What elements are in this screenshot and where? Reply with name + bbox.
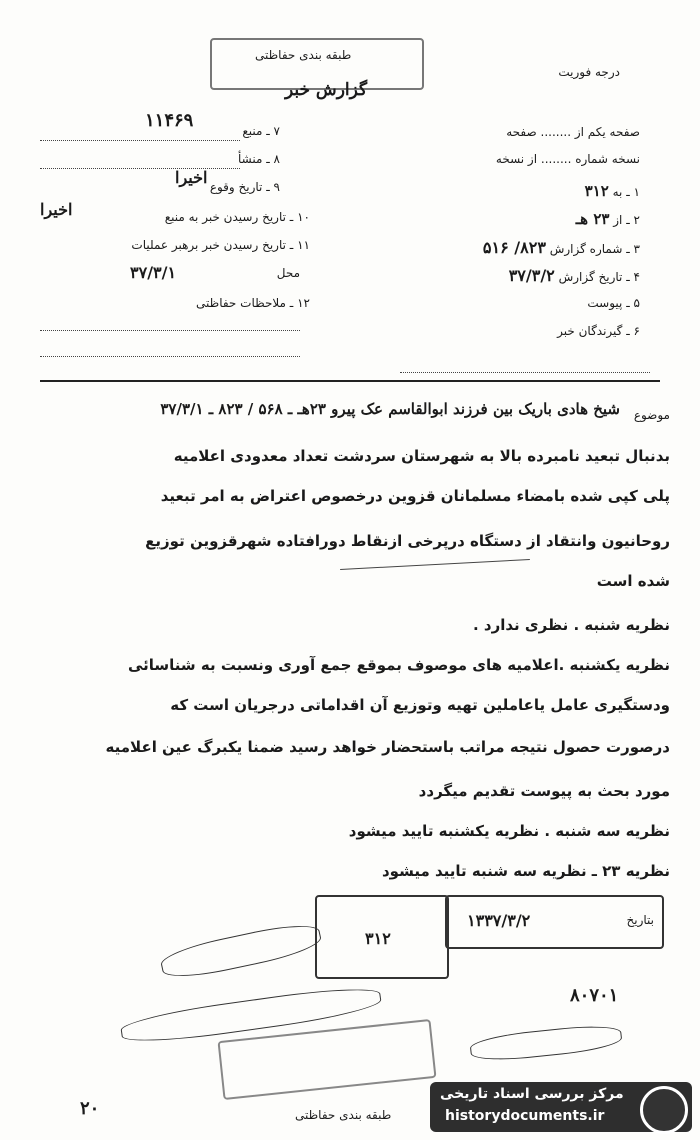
body-line: نظریه ۲۳ ـ نظریه سه شنبه تایید میشود bbox=[381, 862, 670, 880]
classification-bottom: طبقه بندی حفاظتی bbox=[295, 1108, 392, 1122]
left-field-occurrence: ۹ ـ تاریخ وقوع bbox=[209, 180, 280, 194]
right-field-report-number: ۳ ـ شماره گزارش ۸۲۳/ ۵۱۶ bbox=[482, 238, 640, 257]
dotted-line bbox=[400, 372, 650, 373]
body-line: نظریه یکشنبه .اعلامیه های موصوف بموقع جمع آوری ونسبت به شناسائی bbox=[127, 656, 670, 674]
right-field-report-date: ۴ ـ تاریخ گزارش ۳۷/۳/۲ bbox=[508, 266, 640, 285]
place-value: ۳۷/۳/۱ bbox=[130, 263, 177, 282]
watermark-url: historydocuments.ir bbox=[445, 1108, 605, 1124]
watermark-title: مرکز بررسی اسناد تاریخی bbox=[440, 1086, 624, 1102]
body-line: درصورت حصول نتیجه مراتب باستحضار خواهد رسید ضمنا یکبرگ عین اعلامیه bbox=[105, 738, 670, 756]
right-field-copy: نسخه شماره ........ از نسخه bbox=[495, 152, 640, 166]
body-line: بدنبال تبعید نامبرده بالا به شهرستان سردشت تعداد معدودی اعلامیه bbox=[173, 447, 670, 465]
watermark-logo-icon bbox=[640, 1086, 688, 1134]
subject-text: شیخ هادی باریک بین فرزند ابوالقاسم عک پیرو ۲۳هـ ـ ۵۶۸ / ۸۲۳ ـ ۳۷/۳/۱ bbox=[160, 400, 620, 418]
body-line: ودستگیری عامل یاعاملین تهیه وتوزیع آن اقداماتی درجریان است که bbox=[170, 696, 670, 714]
body-line: نظریه سه شنبه . نظریه یکشنبه تایید میشود bbox=[348, 822, 670, 840]
body-line: نظریه شنبه . نظری ندارد . bbox=[473, 616, 670, 634]
classification-top: طبقه بندی حفاظتی bbox=[255, 48, 352, 62]
left-field-source: ۷ ـ منبع bbox=[242, 124, 280, 138]
received-source-value: اخیرا bbox=[40, 200, 73, 219]
dotted-line bbox=[40, 330, 300, 331]
body-line: پلی کپی شده بامضاء مسلمانان قزوین درخصوص اعتراض به امر تبعید bbox=[160, 487, 670, 505]
left-field-place: محل bbox=[276, 266, 300, 280]
received-date-stamp bbox=[445, 895, 664, 949]
underline-stroke bbox=[340, 559, 530, 570]
right-field-recipients: ۶ ـ گیرندگان خبر bbox=[557, 324, 640, 338]
date-stamp-value: ۱۳۳۷/۳/۲ bbox=[467, 911, 531, 930]
box-number: ۳۱۲ bbox=[365, 929, 391, 948]
priority-label: درجه فوریت bbox=[558, 65, 620, 79]
date-stamp-prefix: بتاریخ bbox=[626, 913, 654, 927]
left-field-remarks: ۱۲ ـ ملاحظات حفاظتی bbox=[196, 296, 310, 310]
subject-label: موضوع bbox=[633, 408, 670, 422]
body-line: مورد بحث به پیوست تقدیم میگردد bbox=[418, 782, 670, 800]
signature-scribble bbox=[469, 1022, 623, 1064]
bottom-stamp bbox=[218, 1019, 437, 1100]
report-title: گزارش خبر bbox=[285, 80, 368, 100]
body-line: روحانیون وانتقاد از دستگاه درپرخی ازنقاط دورافتاده شهرقزوین توزیع bbox=[145, 532, 670, 550]
right-field-page: صفحه یکم از ........ صفحه bbox=[506, 125, 640, 139]
body-line: شده است bbox=[596, 572, 670, 590]
right-field-from: ۲ ـ از ۲۳ هـ bbox=[575, 210, 640, 228]
right-field-to: ۱ ـ به ۳۱۲ bbox=[584, 182, 640, 200]
box-number-stamp bbox=[315, 895, 449, 979]
dotted-line bbox=[40, 140, 240, 141]
right-field-attachment: ۵ ـ پیوست bbox=[587, 296, 640, 310]
dotted-line bbox=[40, 168, 240, 169]
dotted-line bbox=[40, 356, 300, 357]
left-field-received-leader: ۱۱ ـ تاریخ رسیدن خبر برهبر عملیات bbox=[131, 238, 310, 252]
left-field-origin: ۸ ـ منشأ bbox=[237, 152, 280, 166]
header-divider bbox=[40, 380, 660, 382]
left-field-received-source: ۱۰ ـ تاریخ رسیدن خبر به منبع bbox=[164, 210, 310, 224]
occurrence-value: اخیرا bbox=[175, 168, 208, 187]
handwritten-number: ۸۰۷۰۱ bbox=[570, 985, 619, 1006]
page-mark: ۲۰ bbox=[80, 1098, 100, 1119]
doc-number: ۱۱۴۶۹ bbox=[145, 110, 194, 131]
signature-scribble bbox=[158, 919, 323, 984]
